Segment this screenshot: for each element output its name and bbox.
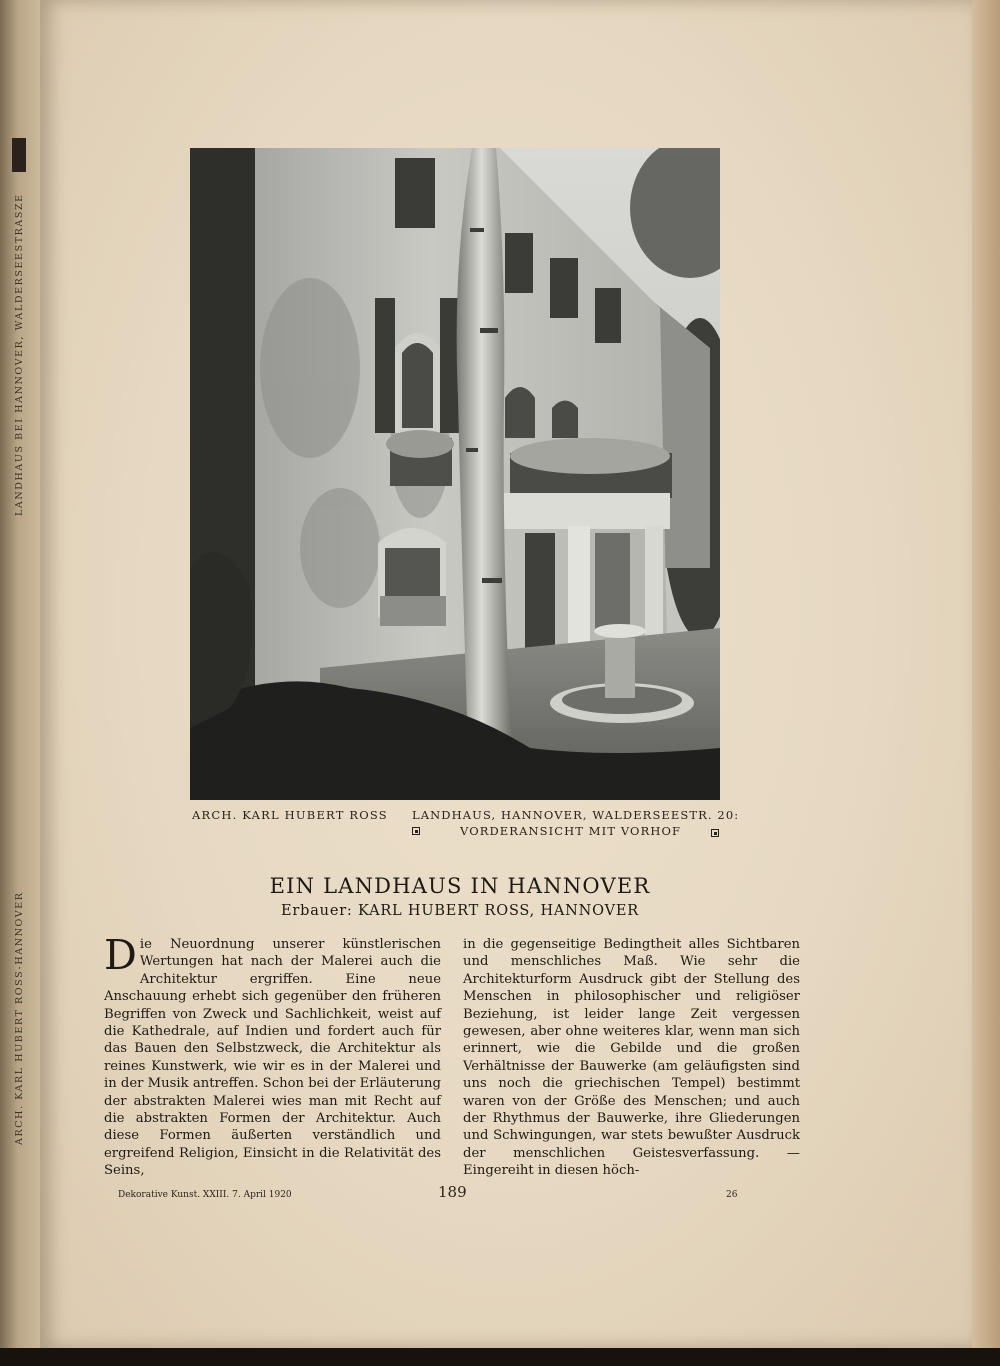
left-column-text: ie Neuordnung unserer künstlerischen Wertungen hat nach der Malerei auch die Architektur ergriffen. Eine neue Anschauung erhebt sich gegenüber den früheren Begriffen von Zweck und Sachlichkeit, weist auf die Kathedrale, auf Indien und fordert auch für das Bauen den Selbstzweck, die Architektur als reines Kunstwerk, wie wir es in der Malerei und in der Musik antreffen. Schon bei der Erläuterung der abstrakten Malerei wies man mit Recht auf die abstrakten Formen der Architektur. Auch diese Formen äußerten verständlich und ergreifend Religion, Einsicht in die Relativität des Seins, — [104, 937, 441, 1179]
ground-floor-window — [378, 528, 446, 626]
caption-architect: ARCH. KARL HUBERT ROSS — [192, 808, 388, 822]
left-column-paragraph — [104, 931, 441, 1180]
drop-cap: D — [104, 931, 137, 979]
house-photograph — [190, 148, 720, 800]
book-spine-gutter — [0, 0, 40, 1366]
caption-location: LANDHAUS, HANNOVER, WALDERSEESTR. 20: — [412, 808, 740, 822]
article-subtitle: Erbauer: KARL HUBERT ROSS, HANNOVER — [281, 903, 639, 919]
article-title: EIN LANDHAUS IN HANNOVER — [269, 874, 651, 898]
footer-signature-mark: 26 — [726, 1190, 738, 1200]
caption-box-ornament-icon-left — [412, 827, 420, 835]
spine-running-title-lower: ARCH. KARL HUBERT ROSS-HANNOVER — [14, 891, 25, 1145]
page-bottom-shadow — [0, 1348, 1000, 1366]
footer-page-number: 189 — [438, 1183, 467, 1201]
page-stack-edge — [972, 0, 1000, 1348]
right-column-text: in die gegenseitige Bedingtheit alles Sichtbaren und menschliches Maß. Wie sehr die Architekturform Ausdruck gibt der Stellung des Menschen in philosophischer und religiöser Beziehung, ist leider lange Zeit vergessen gewesen, aber ohne weiteres klar, wenn man sich erinnert, wie die Gebilde und die großen Verhältnisse der Bauwerke (am geläufigsten sind uns noch die griechischen Tempel) bestimmt waren von der Größe des Menschen; und auch der Rhythmus der Bauwerke, ihre Gliederungen und Schwingungen, war stets bewußter Ausdruck der menschlichen Geistesverfassung. — Eingereiht in diesen höch- — [463, 937, 800, 1179]
footer-journal-reference: Dekorative Kunst. XXIII. 7. April 1920 — [118, 1190, 292, 1200]
spine-running-title-upper: LANDHAUS BEI HANNOVER, WALDERSEESTRASZE — [14, 193, 25, 516]
caption-box-ornament-icon-right — [711, 829, 719, 837]
house-photo-illustration — [190, 148, 720, 800]
article-column-left — [104, 931, 441, 1180]
article-column-right — [463, 936, 800, 1180]
caption-view: VORDERANSICHT MIT VORHOF — [460, 824, 682, 838]
